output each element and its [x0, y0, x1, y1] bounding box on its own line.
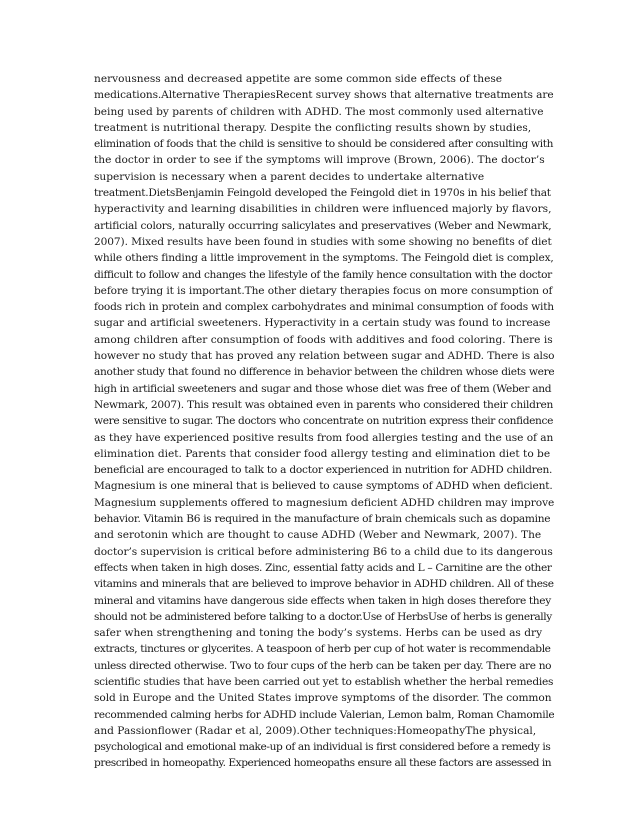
text-line: the doctor in order to see if the symptoms will improve (Brown, 2006). The doctor’s: [94, 154, 545, 167]
text-line: were sensitive to sugar. The doctors who concentrate on nutrition express their confidence: [94, 415, 554, 428]
text-line: safer when strengthening and toning the body’s systems. Herbs can be used as dry: [94, 627, 543, 640]
text-line: as they have experienced positive results from food allergies testing and the use of an: [94, 431, 554, 444]
text-line: high in artificial sweeteners and sugar and those whose diet was free of them (Weber and: [94, 382, 552, 395]
text-line: elimination of foods that the child is sensitive to should be considered after consulting with: [94, 138, 554, 151]
text-line: Magnesium is one mineral that is believed to cause symptoms of ADHD when deficient.: [94, 480, 553, 493]
text-line: doctor’s supervision is critical before administering B6 to a child due to its dangerous: [94, 545, 553, 558]
text-line: nervousness and decreased appetite are some common side effects of these: [94, 73, 503, 85]
text-line: artificial colors, naturally occurring salicylates and preservatives (Weber and Newmark,: [94, 219, 552, 232]
text-line: treatment.DietsBenjamin Feingold developed the Feingold diet in 1970s in his belief that: [94, 187, 551, 200]
text-line: before trying it is important.The other dietary therapies focus on more consumption of: [94, 284, 553, 297]
text-line: prescribed in homeopathy. Experienced homeopaths ensure all these factors are assessed in: [94, 757, 552, 770]
text-line: recommended calming herbs for ADHD include Valerian, Lemon balm, Roman Chamomile: [94, 708, 554, 721]
text-line: hyperactivity and learning disabilities in children were influenced majorly by flavors,: [94, 203, 552, 216]
text-line: beneficial are encouraged to talk to a doctor experienced in nutrition for ADHD children.: [94, 464, 553, 477]
text-line: and serotonin which are thought to cause ADHD (Weber and Newmark, 2007). The: [94, 529, 542, 542]
text-line: psychological and emotional make-up of an individual is first considered before a remedy is: [94, 741, 551, 754]
text-line: treatment is nutritional therapy. Despite the conflicting results shown by studies,: [94, 121, 532, 134]
text-line: elimination diet. Parents that consider food allergy testing and elimination diet to be: [94, 447, 551, 460]
text-line: scientific studies that have been carried out yet to establish whether the herbal remedies: [94, 675, 554, 688]
body-text: [94, 71, 554, 772]
text-line: should not be administered before talking to a doctor.Use of HerbsUse of herbs is generally: [94, 610, 552, 623]
text-line: however no study that has proved any relation between sugar and ADHD. There is also: [94, 350, 554, 363]
text-line: vitamins and minerals that are believed to improve behavior in ADHD children. All of these: [94, 578, 554, 591]
text-line: among children after consumption of foods with additives and food coloring. There is: [94, 333, 553, 346]
text-line: medications.Alternative TherapiesRecent survey shows that alternative treatments are: [94, 89, 554, 102]
text-line: extracts, tinctures or glycerites. A teaspoon of herb per cup of hot water is recommendable: [94, 643, 551, 656]
text-line: while others finding a little improvement in the symptoms. The Feingold diet is complex,: [94, 252, 554, 265]
text-line: 2007). Mixed results have been found in studies with some showing no benefits of diet: [94, 235, 552, 248]
text-line: another study that found no difference in behavior between the children whose diets were: [94, 366, 554, 379]
text-line: being used by parents of children with ADHD. The most commonly used alternative: [94, 105, 544, 118]
text-line: behavior. Vitamin B6 is required in the manufacture of brain chemicals such as dopamine: [94, 513, 551, 526]
text-line: supervision is necessary when a parent decides to undertake alternative: [94, 170, 485, 183]
text-line: Magnesium supplements offered to magnesium deficient ADHD children may improve: [94, 496, 554, 509]
text-line: sugar and artificial sweeteners. Hyperactivity in a certain study was found to increase: [94, 317, 551, 330]
text-line: mineral and vitamins have dangerous side effects when taken in high doses therefore they: [94, 594, 551, 607]
text-line: effects when taken in high doses. Zinc, essential fatty acids and L – Carnitine are the other: [94, 561, 552, 574]
text-line: difficult to follow and changes the lifestyle of the family hence consultation with the doctor: [94, 268, 552, 281]
text-line: and Passionflower (Radar et al, 2009).Other techniques:HomeopathyThe physical,: [94, 724, 537, 737]
text-line: foods rich in protein and complex carbohydrates and minimal consumption of foods with: [94, 301, 554, 314]
text-line: Newmark, 2007). This result was obtained even in parents who considered their children: [94, 398, 554, 411]
text-line: unless directed otherwise. Two to four cups of the herb can be taken per day. There are no: [94, 659, 552, 672]
text-line: sold in Europe and the United States improve symptoms of the disorder. The common: [94, 692, 552, 705]
